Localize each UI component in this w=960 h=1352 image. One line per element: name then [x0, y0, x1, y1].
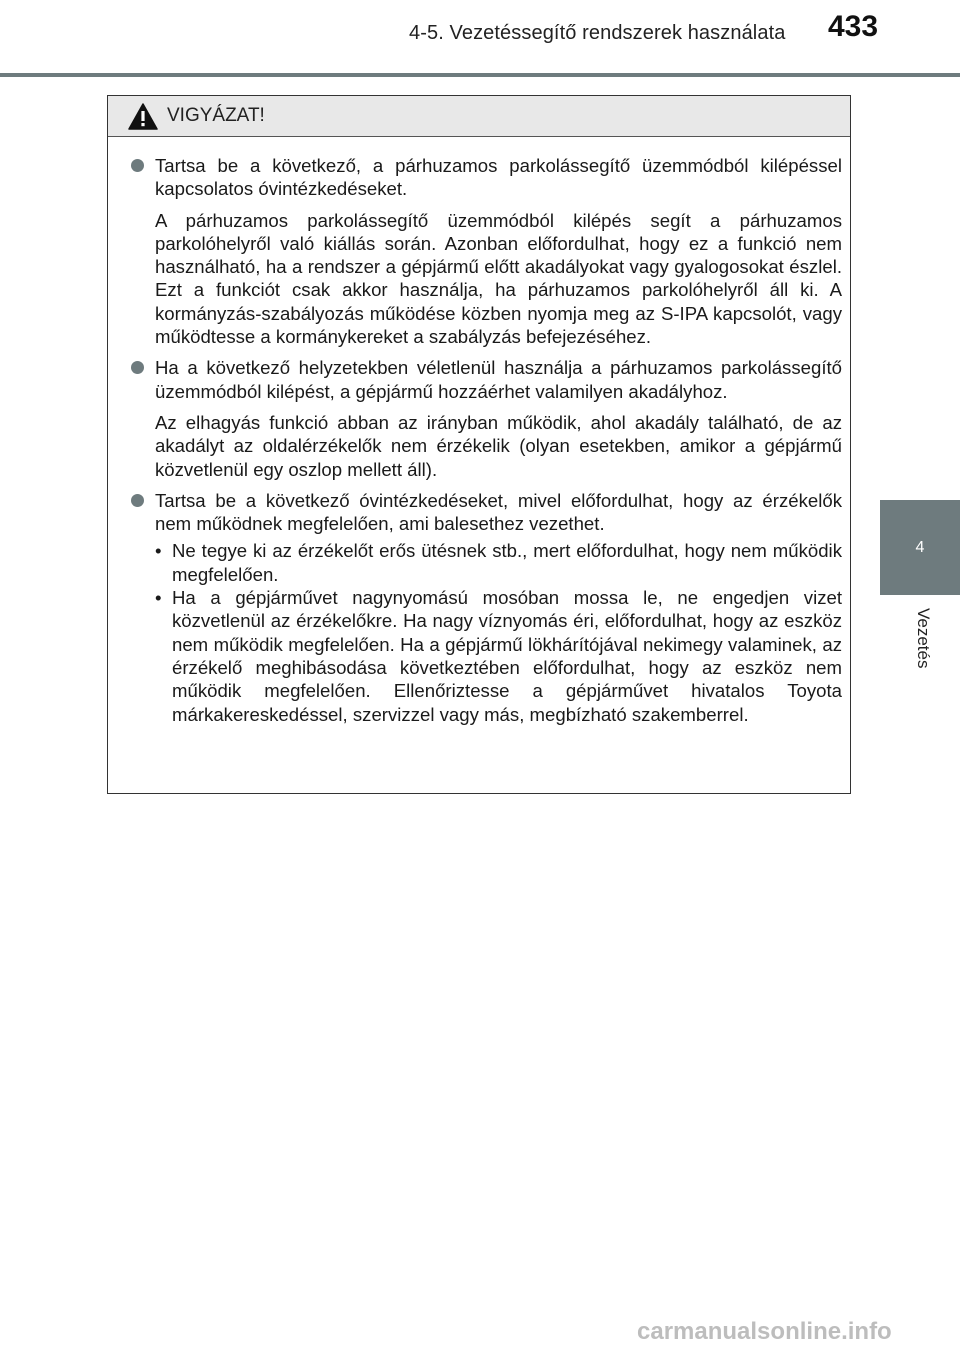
bullet-dot-icon: [131, 494, 144, 507]
footer-watermark: carmanualsonline.info: [637, 1318, 892, 1345]
warning-item-paragraph: A párhuzamos parkolássegítő üzemmódból kilépés segít a párhuzamos parkolóhelyről való kiállás során. Azonban előfordulhat, hogy ez a funkció nem használható, ha a rendszer a gépjármű előtt akadályokat vagy gyalogosokat észlel. Ezt a funkciót csak akkor használja, ha párhuzamos parkolóhelyről áll ki. A kormányzás-szabályozás működése közben nyomja meg az S-IPA kapcsolót, vagy működtesse a kormánykereket a szabályzás befejezéséhez.: [155, 209, 842, 348]
bullet-dot-icon: [131, 159, 144, 172]
warning-body: [128, 154, 842, 734]
warning-triangle-icon: [128, 103, 158, 130]
warning-item-text: Tartsa be a következő, a párhuzamos parkolássegítő üzemmódból kilépéssel kapcsolatos óvintézkedéseket.: [155, 155, 842, 200]
warning-item: [128, 489, 842, 726]
sub-list-item-text: Ne tegye ki az érzékelőt erős ütésnek stb., mert előfordulhat, hogy nem működik megfelelően.: [172, 540, 842, 585]
warning-item: [128, 154, 842, 348]
sub-list-item: [155, 539, 842, 586]
sub-list-item-text: Ha a gépjárművet nagynyomású mosóban mossa le, ne engedjen vizet közvetlenül az érzékelőkre. Ha nagy víznyomás éri, előfordulhat, hogy az eszköz nem működik megfelelően. Ha a gépjármű lökhárítójával nekimegy valaminek, az érzékelő meghibásodása következtében előfordulhat, hogy az eszköz nem működik megfelelően. Ellenőriztesse a gépjárművet hivatalos Toyota márkakereskedéssel, szervizzel vagy más, megbízható szakemberrel.: [172, 587, 842, 725]
sub-list-item: [155, 586, 842, 726]
small-bullet-icon: •: [155, 540, 162, 562]
warning-item-paragraph: Az elhagyás funkció abban az irányban működik, ahol akadály található, de az akadályt az oldalérzékelők nem érzékelik (olyan esetekben, amikor a gépjármű közvetlenül egy oszlop mellett áll).: [155, 411, 842, 480]
header-section-title: 4-5. Vezetéssegítő rendszerek használata: [409, 22, 786, 44]
warning-box: [107, 95, 851, 794]
warning-title: VIGYÁZAT!: [167, 105, 265, 126]
bullet-dot-icon: [131, 361, 144, 374]
chapter-number: 4: [915, 539, 925, 556]
header-rule: [0, 73, 960, 77]
warning-item-text: Ha a következő helyzetekben véletlenül használja a párhuzamos parkolássegítő üzemmódból kilépést, a gépjármű hozzáérhet valamilyen akadályhoz.: [155, 357, 842, 402]
chapter-label: Vezetés: [914, 608, 933, 669]
warning-item: [128, 356, 842, 480]
page-number: 433: [828, 10, 879, 43]
chapter-tab: [880, 500, 960, 595]
warning-header: [108, 96, 850, 137]
sub-list: [155, 539, 842, 725]
warning-item-text: Tartsa be a következő óvintézkedéseket, mivel előfordulhat, hogy az érzékelők nem működnek megfelelően, ami balesethez vezethet.: [155, 489, 842, 535]
small-bullet-icon: •: [155, 587, 162, 609]
